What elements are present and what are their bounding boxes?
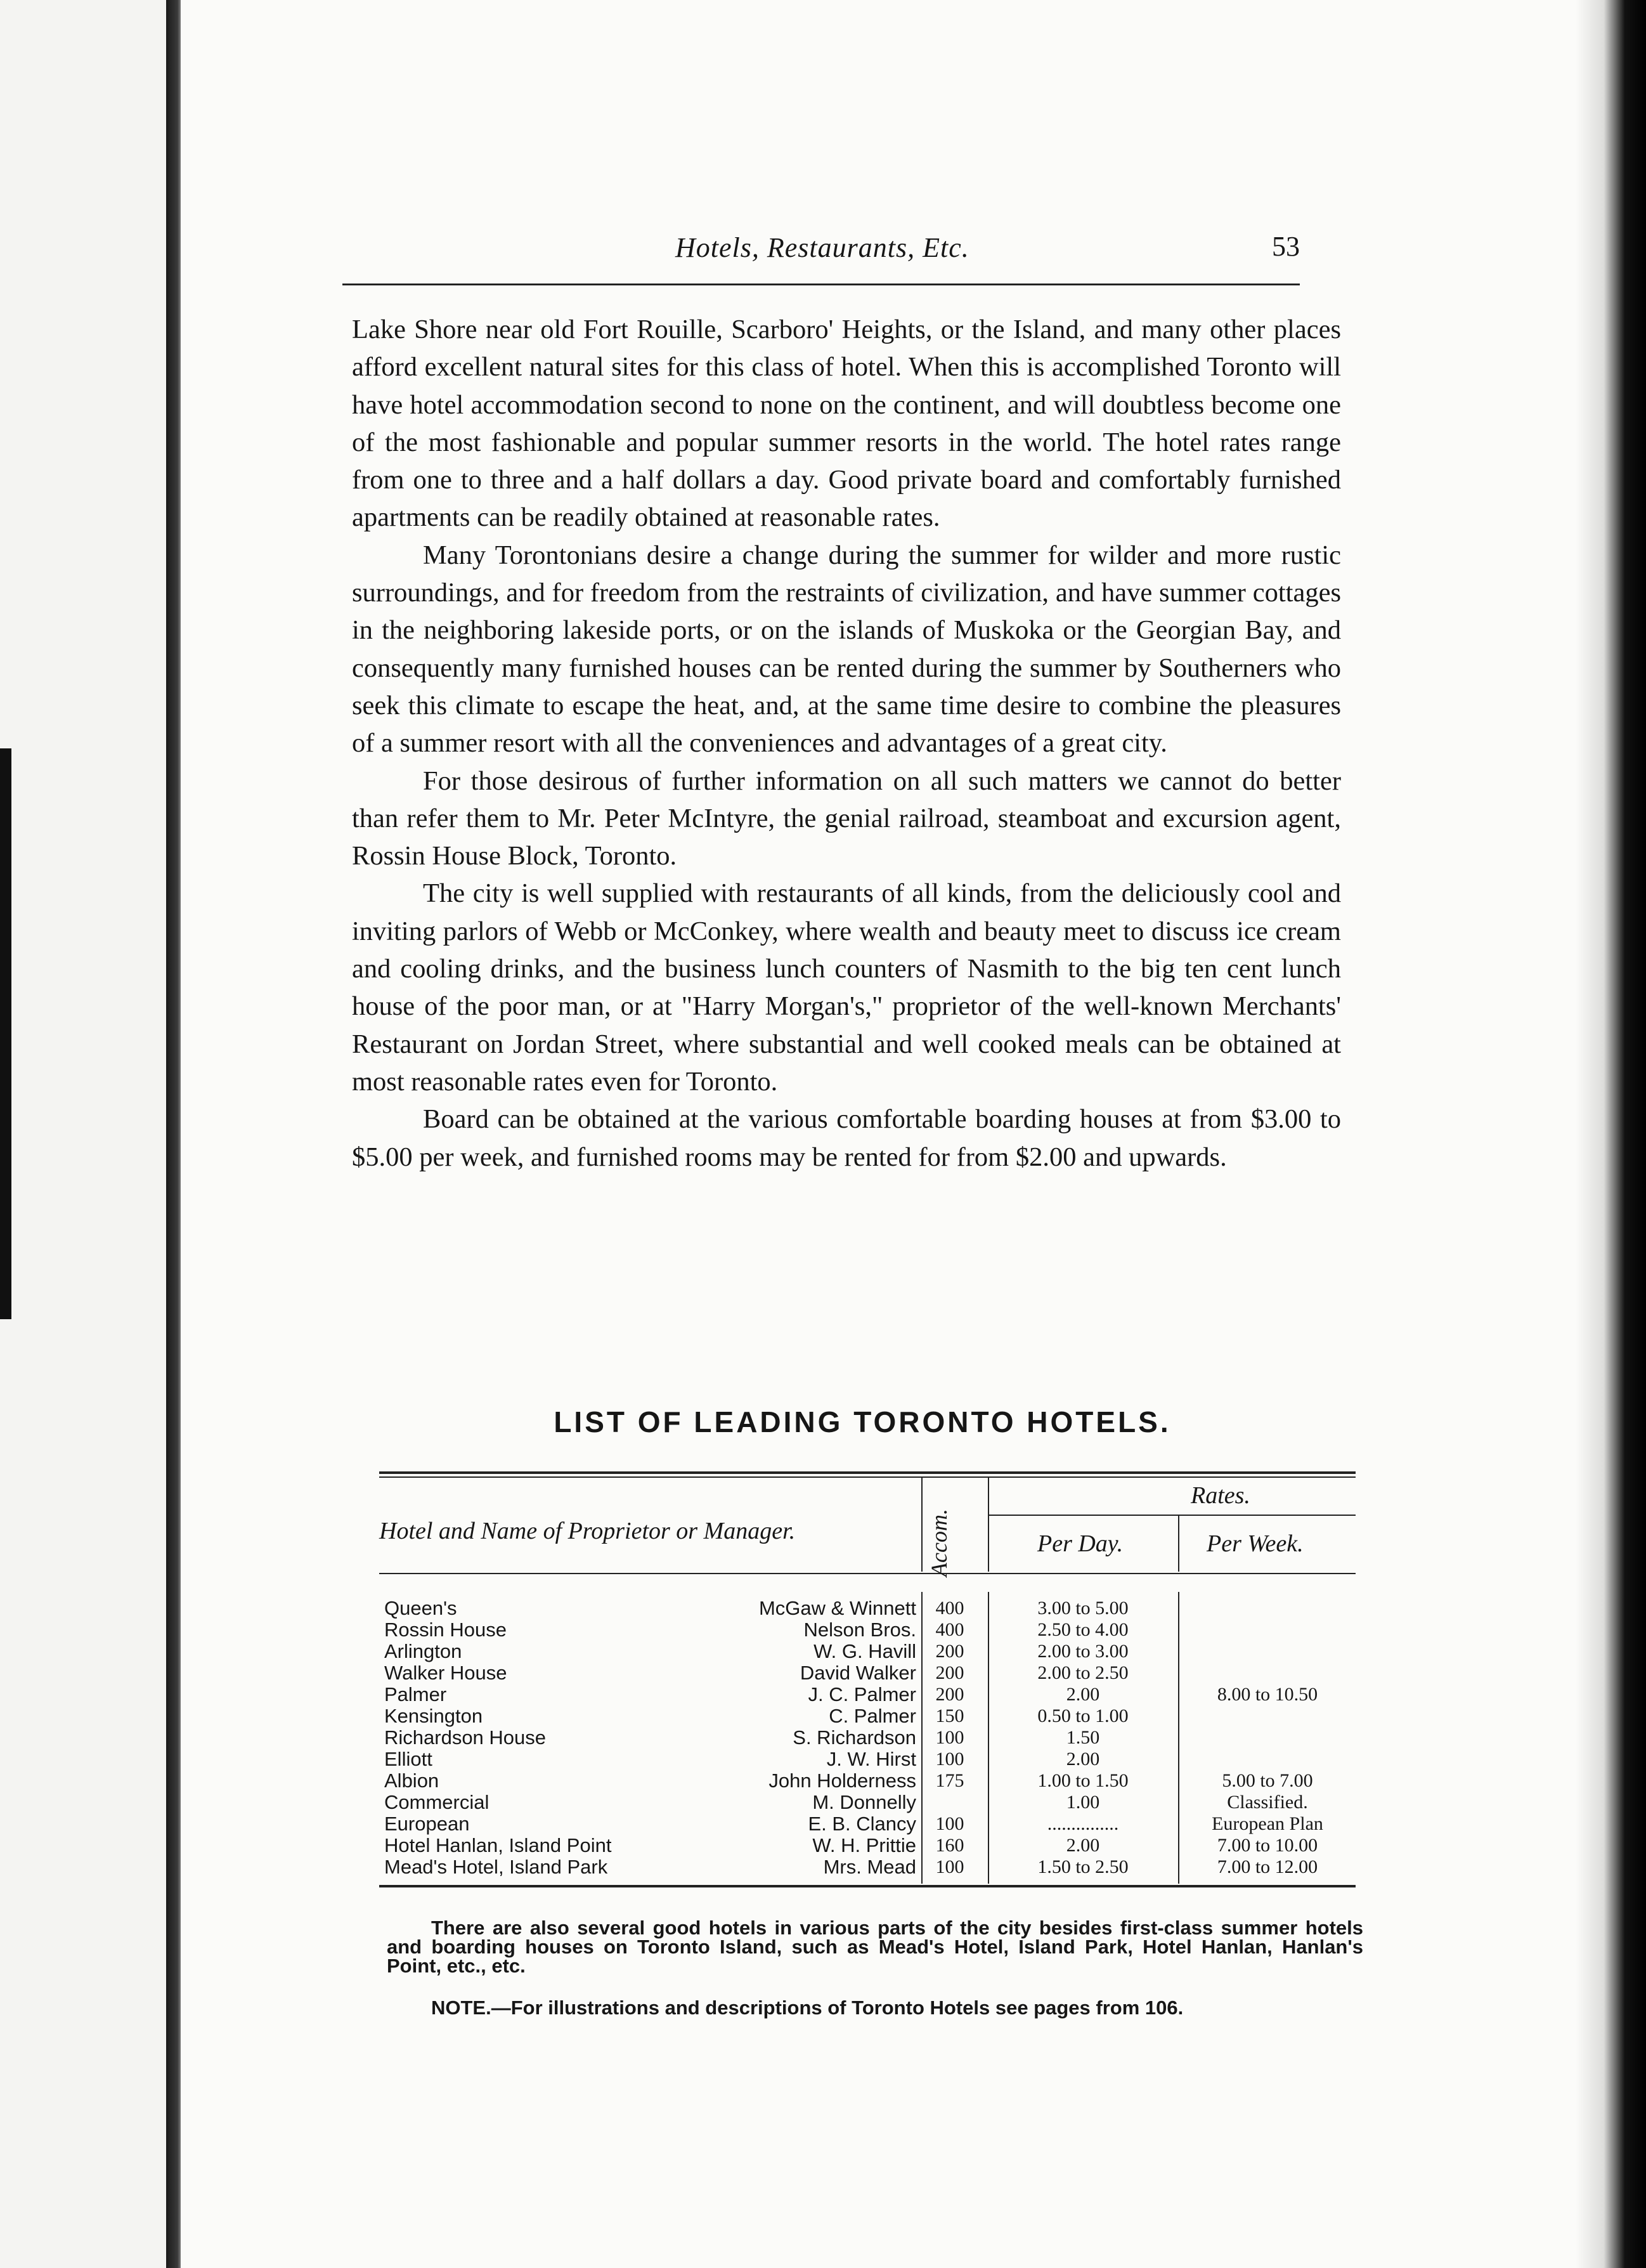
hotel-name: Albion [384,1769,439,1792]
paragraph: Board can be obtained at the various comfortable boarding houses at from $3.00 to $5.00 per week, and furnished rooms may be rented for from $2.00 and upwards. [352,1104,1341,1172]
footnote [387,1919,1363,1976]
paragraph: Many Torontonians desire a change during the summer for wilder and more rustic surroundings, and for freedom from the restraints of civilization, and have summer cottages in the neighboring lakeside ports, or on the islands of Muskoka or the Georgian Bay, and consequently many furnished houses can be rented during the summer by Southerners who seek this climate to escape the heat, and, at the same time desire to combine the pleasures of a summer resort with all the conveniences and advantages of a great city. [352,540,1341,759]
hotel-row [379,1639,1356,1660]
hotel-name: European [384,1813,470,1835]
hotel-row [379,1725,1356,1747]
hotel-accom: 100 [935,1856,964,1877]
hotel-manager: J. C. Palmer [808,1683,916,1705]
hotel-accom: 400 [935,1598,964,1619]
hotel-accom: 100 [935,1727,964,1748]
hotel-accom: 160 [935,1835,964,1856]
hotel-name: Commercial [384,1791,489,1813]
page-number: 53 [1272,231,1300,262]
running-head [342,225,1300,282]
hotel-name: Walker House [384,1662,507,1684]
hotel-rate-per-day: 2.00 to 3.00 [1037,1641,1129,1662]
hotel-rate-per-day: 1.50 to 2.50 [1037,1856,1129,1877]
head-rule [342,284,1300,285]
hotel-rate-per-day: 2.00 [1066,1684,1100,1705]
hotel-manager: John Holderness [768,1769,916,1792]
header-bottom-rule [379,1573,1356,1574]
hotel-rate-per-day: 1.00 to 1.50 [1037,1770,1129,1791]
column-header-per-week: Per Week. [1207,1530,1304,1557]
running-title: Hotels, Restaurants, Etc. [675,232,969,263]
hotel-name: Queen's [384,1597,457,1619]
hotel-manager: S. Richardson [793,1726,916,1749]
column-divider [1178,1515,1179,1572]
hotel-rate-per-week: 5.00 to 7.00 [1222,1770,1313,1791]
hotel-rate-per-day: 1.50 [1066,1727,1100,1748]
hotel-accom: 150 [935,1705,964,1726]
footnote-text: There are also several good hotels in various parts of the city besides first-class summer hotels and boarding houses on Toronto Island, such as Mead's Hotel, Island Park, Hotel Hanlan, Hanlan's Point, etc., etc. [387,1917,1363,1977]
hotel-name: Mead's Hotel, Island Park [384,1856,608,1878]
hotel-manager: Mrs. Mead [823,1856,916,1878]
hotel-name: Hotel Hanlan, Island Point [384,1834,612,1856]
hotel-rate-per-week: 7.00 to 12.00 [1217,1856,1318,1877]
hotel-name: Palmer [384,1683,447,1705]
hotel-row [379,1682,1356,1704]
hotel-rows [379,1596,1356,1876]
rates-rule [988,1515,1356,1516]
hotel-rate-per-day: ............... [1047,1813,1119,1834]
body-text [352,311,1341,1176]
hotel-accom: 200 [935,1684,964,1705]
hotel-manager: W. G. Havill [813,1640,916,1662]
table-top-rule-2 [379,1476,1356,1478]
hotel-rate-per-day: 2.00 to 2.50 [1037,1662,1129,1683]
hotel-rate-per-day: 2.00 [1066,1749,1100,1769]
hotel-row [379,1811,1356,1833]
note: NOTE.—For illustrations and descriptions of Toronto Hotels see pages from 106. [431,1997,1184,2019]
hotel-manager: David Walker [800,1662,916,1684]
hotel-manager: W. H. Prittie [812,1834,916,1856]
hotel-list-heading: LIST OF LEADING TORONTO HOTELS. [554,1405,1171,1438]
column-header-accom: Accom. [926,1509,952,1577]
hotel-name: Richardson House [384,1726,547,1749]
hotel-manager: E. B. Clancy [808,1813,916,1835]
hotel-manager: C. Palmer [829,1705,916,1727]
paragraph: The city is well supplied with restaurants of all kinds, from the deliciously cool and inviting parlors of Webb or McConkey, where wealth and beauty meet to discuss ice cream and cooling drinks, and the business lunch counters of Nasmith to the big ten cent lunch house of the poor man, or at "Harry Morgan's," proprietor of the well-known Merchants' Restaurant on Jordan Street, where substantial and well cooked meals can be obtained at most reasonable rates even for Toronto. [352,878,1341,1097]
hotel-row [379,1833,1356,1854]
hotel-manager: McGaw & Winnett [758,1597,916,1619]
hotel-accom: 200 [935,1662,964,1683]
hotel-name: Elliott [384,1748,432,1770]
hotel-row [379,1617,1356,1639]
hotel-name: Kensington [384,1705,483,1727]
hotel-accom: 100 [935,1749,964,1769]
hotel-row [379,1790,1356,1811]
table-top-rule [379,1471,1356,1474]
hotel-rate-per-week: European Plan [1212,1813,1323,1834]
column-divider [988,1476,989,1572]
hotel-rate-per-day: 2.00 [1066,1835,1100,1856]
hotel-accom: 400 [935,1619,964,1640]
facing-page-edge [0,0,171,2268]
hotel-row [379,1660,1356,1682]
paragraph: For those desirous of further information on all such matters we cannot do better than refer them to Mr. Peter McIntyre, the genial railroad, steamboat and excursion agent, Rossin House Block, Toronto. [352,766,1341,871]
hotel-rate-per-week: 7.00 to 10.00 [1217,1835,1318,1856]
hotel-rate-per-day: 1.00 [1066,1792,1100,1813]
hotel-accom: 200 [935,1641,964,1662]
hotel-rate-per-day: 0.50 to 1.00 [1037,1705,1129,1726]
hotel-accom: 175 [935,1770,964,1791]
hotel-row [379,1747,1356,1768]
column-header-hotel: Hotel and Name of Proprietor or Manager. [379,1518,796,1544]
hotel-name: Arlington [384,1640,462,1662]
table-bottom-rule [379,1885,1356,1887]
hotel-manager: Nelson Bros. [803,1619,916,1641]
column-divider [921,1476,923,1572]
hotel-row [379,1596,1356,1617]
hotel-manager: J. W. Hirst [826,1748,916,1770]
paragraph: Lake Shore near old Fort Rouille, Scarboro' Heights, or the Island, and many other places afford excellent natural sites for this class of hotel. When this is accomplished Toronto will have hotel accommodation second to none on the continent, and will doubtless become one of the most fashionable and popular summer resorts in the world. The hotel rates range from one to three and a half dollars a day. Good private board and comfortably furnished apartments can be readily obtained at reasonable rates. [352,315,1341,533]
facing-page-shadow [0,748,11,1319]
column-header-rates: Rates. [1191,1482,1250,1509]
page-right-edge [1576,0,1646,2268]
hotel-row [379,1768,1356,1790]
hotel-name: Rossin House [384,1619,507,1641]
hotel-rate-per-week: Classified. [1227,1792,1308,1813]
hotel-row [379,1704,1356,1725]
hotel-row [379,1854,1356,1876]
hotel-rate-per-day: 3.00 to 5.00 [1037,1598,1129,1619]
hotel-manager: M. Donnelly [812,1791,916,1813]
hotel-rate-per-day: 2.50 to 4.00 [1037,1619,1129,1640]
hotel-accom: 100 [935,1813,964,1834]
hotel-rate-per-week: 8.00 to 10.50 [1217,1684,1318,1705]
column-header-per-day: Per Day. [1037,1530,1124,1557]
